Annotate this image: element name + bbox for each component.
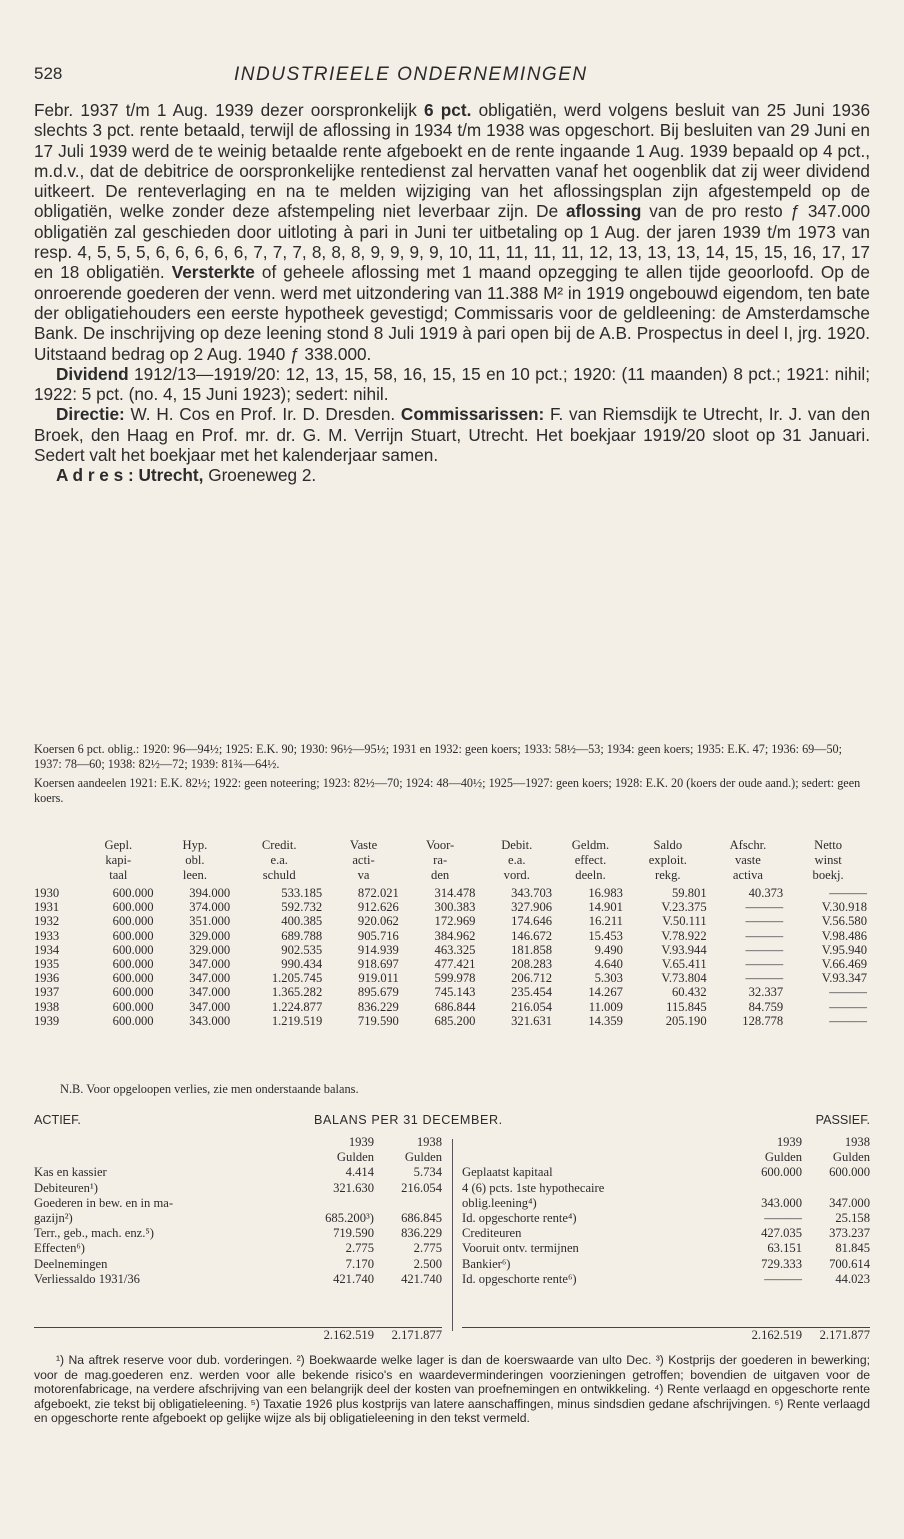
- table-row: [34, 929, 870, 943]
- table-cell: 172.969: [434, 914, 476, 929]
- table-cell: 16.211: [588, 914, 623, 929]
- balance-value-1939: 321.630: [333, 1180, 374, 1195]
- column-divider: [452, 1139, 453, 1331]
- year-cell: 1933: [34, 928, 60, 943]
- footnotes: ¹) Na aftrek reserve voor dub. vorderingen. ²) Boekwaarde welke lager is dan de koerswaarde van ulto Dec. ³) Kostprijs der goederen in bewerking; voor de mag.goederen enz. werden voor alle bekende risico's en waardeverminderingen voorzieningen getroffen; bovendien de uitgaven voor de motorenfabricage, na verdere afschrijving van een belangrijk deel der kosten van proefnemingen en ontwikkeling. ⁴) Rente verlaagd en opgeschorte rente afgeboekt, zie tekst bij obligatieleening. ⁵) Taxatie 1926 plus kostprijs van latere aanschaffingen, minus sindsdien gedane afschrijvingen. ⁶) Rente verlaagd en opgeschorte rente afgeboekt op gelijke wijze als bij obligatieleening in den tekst vermeld.: [34, 1353, 870, 1426]
- balance-label: Goederen in bew. en in ma-: [34, 1195, 174, 1210]
- balance-value-1939: 7.170: [345, 1256, 374, 1271]
- passief-label: PASSIEF.: [815, 1113, 870, 1127]
- table-cell: ———: [829, 1013, 867, 1028]
- balance-label: 4 (6) pcts. 1ste hypothecaire: [462, 1180, 605, 1195]
- table-cell: 600.000: [112, 1013, 154, 1028]
- table-cell: 300.383: [434, 900, 476, 915]
- balance-value-1938: 25.158: [835, 1211, 870, 1226]
- balance-label: Debiteuren¹): [34, 1180, 98, 1195]
- table-row: [34, 886, 870, 900]
- balance-value-1939: 427.035: [761, 1226, 802, 1241]
- balance-label: Geplaatst kapitaal: [462, 1165, 553, 1180]
- paragraph-adres: A d r e s : Utrecht, Groeneweg 2.: [56, 465, 317, 486]
- table-cell: V.50.111: [662, 914, 707, 929]
- passief-row: [462, 1257, 870, 1272]
- body-text: [34, 100, 870, 486]
- table-cell: 600.000: [112, 886, 154, 900]
- balance-value-1938: 421.740: [401, 1271, 442, 1286]
- table-cell: 59.801: [671, 886, 707, 900]
- actief-row: [34, 1211, 442, 1226]
- passief-row: [462, 1181, 870, 1196]
- running-head: INDUSTRIEELE ONDERNEMINGEN: [234, 64, 588, 85]
- actief-total: 2.162.519 2.171.877: [34, 1327, 442, 1343]
- balance-label: Crediteuren: [462, 1226, 522, 1241]
- table-cell: 902.535: [281, 942, 323, 957]
- table-cell: 745.143: [434, 985, 476, 1000]
- balance-label: gazijn²): [34, 1211, 73, 1226]
- table-cell: 600.000: [112, 928, 154, 943]
- balance-value-1938: 600.000: [829, 1165, 870, 1180]
- year-cell: 1938: [34, 999, 60, 1014]
- balance-value-1938: 5.734: [413, 1165, 442, 1180]
- table-cell: 347.000: [189, 957, 231, 972]
- table-cell: ———: [745, 957, 784, 972]
- table-header: Afschr. vaste activa: [729, 838, 767, 882]
- actief-row: [34, 1257, 442, 1272]
- table-cell: 600.000: [112, 914, 154, 929]
- table-cell: ———: [745, 900, 784, 915]
- balance-value-1939: 685.200³): [325, 1211, 374, 1226]
- table-cell: 32.337: [748, 985, 784, 1000]
- balance-sheet: [34, 1113, 870, 1353]
- table-cell: 990.434: [281, 957, 323, 972]
- table-cell: 329.000: [189, 942, 231, 957]
- balance-label: Terr., geb., mach. enz.⁵): [34, 1226, 154, 1241]
- table-row: [34, 943, 870, 957]
- page-header: [34, 64, 870, 88]
- balance-label: Deelnemingen: [34, 1256, 108, 1271]
- table-row: [34, 1000, 870, 1014]
- table-cell: ———: [745, 914, 784, 929]
- table-cell: 347.000: [189, 985, 231, 1000]
- table-cell: 40.373: [748, 886, 784, 900]
- year-cell: 1937: [34, 985, 60, 1000]
- table-cell: 600.000: [112, 942, 154, 957]
- table-cell: 14.359: [588, 1013, 623, 1028]
- table-cell: V.95.940: [821, 942, 867, 957]
- balance-label: oblig.leening⁴): [462, 1195, 537, 1210]
- table-cell: 4.640: [594, 957, 623, 972]
- passief-row: [462, 1165, 870, 1180]
- table-cell: 394.000: [189, 886, 231, 900]
- actief-row: [34, 1272, 442, 1287]
- table-cell: 14.267: [588, 985, 623, 1000]
- table-cell: 206.712: [511, 971, 553, 986]
- koersen-section: [34, 742, 870, 810]
- balance-value-1938: 373.237: [829, 1226, 870, 1241]
- balance-label: Effecten⁶): [34, 1241, 86, 1256]
- table-header: Voor- ra- den: [426, 838, 455, 882]
- financial-table: [34, 838, 870, 1028]
- balance-label: Verliessaldo 1931/36: [34, 1271, 140, 1286]
- table-cell: 347.000: [189, 971, 231, 986]
- table-cell: 208.283: [511, 957, 553, 972]
- balance-value-1939: 729.333: [761, 1256, 802, 1271]
- table-cell: V.93.347: [821, 971, 867, 986]
- table-cell: 600.000: [112, 971, 154, 986]
- table-cell: 600.000: [112, 999, 154, 1014]
- table-row: [34, 914, 870, 928]
- balance-value-1939: 719.590: [333, 1226, 374, 1241]
- table-cell: 84.759: [748, 999, 784, 1014]
- balance-value-1939: ———: [764, 1271, 802, 1286]
- balance-value-1939: 343.000: [761, 1195, 802, 1210]
- balance-value-1938: 2.775: [413, 1241, 442, 1256]
- table-header: Geldm. effect. deeln.: [571, 838, 610, 882]
- table-cell: 689.788: [281, 928, 323, 943]
- table-row: [34, 957, 870, 971]
- table-cell: V.73.804: [661, 971, 707, 986]
- balance-label: Id. opgeschorte rente⁶): [462, 1271, 577, 1286]
- table-cell: 1.219.519: [271, 1013, 323, 1028]
- table-cell: 146.672: [511, 928, 553, 943]
- table-cell: 216.054: [511, 999, 553, 1014]
- page-number: 528: [34, 64, 63, 83]
- balance-value-1939: ———: [764, 1211, 802, 1226]
- table-cell: 174.646: [511, 914, 553, 929]
- table-cell: 16.983: [588, 886, 623, 900]
- table-cell: V.66.469: [821, 957, 867, 972]
- table-cell: 1.365.282: [271, 985, 323, 1000]
- table-cell: ———: [745, 942, 784, 957]
- table-cell: 314.478: [434, 886, 476, 900]
- table-cell: 918.697: [357, 957, 399, 972]
- table-cell: 321.631: [511, 1013, 553, 1028]
- year-cell: 1939: [34, 1013, 60, 1028]
- table-cell: 905.716: [357, 928, 399, 943]
- table-cell: 327.906: [511, 900, 553, 915]
- table-cell: 9.490: [594, 942, 623, 957]
- table-header: Hyp. obl. leen.: [182, 838, 208, 882]
- table-cell: 60.432: [671, 985, 707, 1000]
- balance-value-1939: [308, 1196, 374, 1211]
- table-cell: 347.000: [189, 999, 231, 1014]
- balance-label: Vooruit ontv. termijnen: [462, 1241, 579, 1256]
- balance-heading: [34, 1113, 870, 1131]
- table-cell: V.93.944: [661, 942, 707, 957]
- table-cell: 912.626: [357, 900, 399, 915]
- year-cell: 1932: [34, 914, 60, 929]
- balance-value-1938: 81.845: [835, 1241, 870, 1256]
- balance-label: Kas en kassier: [34, 1165, 107, 1180]
- table-cell: 477.421: [434, 957, 476, 972]
- balance-value-1938: 700.614: [829, 1256, 870, 1271]
- table-cell: 374.000: [189, 900, 231, 915]
- year-header: [34, 838, 80, 886]
- table-cell: 11.009: [588, 999, 623, 1014]
- table-row: [34, 1014, 870, 1028]
- table-cell: 919.011: [358, 971, 399, 986]
- table-cell: 5.303: [594, 971, 623, 986]
- balance-value-1938: 216.054: [401, 1180, 442, 1195]
- passief-row: [462, 1272, 870, 1287]
- table-body: [34, 886, 870, 1028]
- actief-label: ACTIEF.: [34, 1113, 81, 1127]
- table-header: Gepl. kapi- taal: [104, 838, 133, 882]
- table-cell: 343.000: [189, 1013, 231, 1028]
- table-row: [34, 985, 870, 999]
- table-cell: V.98.486: [821, 928, 867, 943]
- balance-value-1939: 4.414: [345, 1165, 374, 1180]
- table-cell: V.65.411: [661, 957, 707, 972]
- table-header: Saldo exploit. rekg.: [648, 838, 687, 882]
- year-cell: 1931: [34, 900, 60, 915]
- table-cell: 115.845: [666, 999, 707, 1014]
- table-cell: ———: [829, 886, 867, 900]
- nb-note: N.B. Voor opgeloopen verlies, zie men onderstaande balans.: [60, 1082, 359, 1096]
- table-cell: 1.224.877: [271, 999, 323, 1014]
- table-cell: 920.062: [357, 914, 399, 929]
- balance-value-1938: 836.229: [401, 1226, 442, 1241]
- table-cell: 343.703: [511, 886, 553, 900]
- balance-label: Id. opgeschorte rente⁴): [462, 1211, 577, 1226]
- actief-column: 1939 1938 Gulden Gulden Kas en kassier 4.414 5.734 Debiteuren¹) 321.630 216.054 Goederen in bew. en in ma- gazijn²) 685.200³) 686.845 Terr., geb., mach. enz.⁵) 719.590 836.229 Effecten⁶) 2.775 2.775 Deelnemingen 7.170 2.500 Verliessaldo 1931/36 421.740 421.740: [34, 1135, 442, 1286]
- table-cell: 15.453: [588, 928, 623, 943]
- year-cell: 1936: [34, 971, 60, 986]
- paragraph-directie: Directie: W. H. Cos en Prof. Ir. D. Dresden. Commissarissen: F. van Riemsdijk te Utrecht, Ir. J. van den Broek, den Haag en Prof. mr. dr. G. M. Verrijn Stuart, Utrecht. Het boekjaar 1919/20 sloot op 31 Januari. Sedert valt het boekjaar met het kalenderjaar samen.: [34, 404, 871, 466]
- actief-row: [34, 1241, 442, 1256]
- balance-value-1938: 686.845: [401, 1211, 442, 1226]
- balance-value-1938: 44.023: [835, 1271, 870, 1286]
- year-cell: 1935: [34, 957, 60, 972]
- actief-row: [34, 1226, 442, 1241]
- table-cell: 872.021: [357, 886, 399, 900]
- table-row: [34, 900, 870, 914]
- balance-value-1939: [736, 1181, 802, 1196]
- table-cell: V.56.580: [821, 914, 867, 929]
- year-cell: 1930: [34, 886, 60, 900]
- table-cell: 686.844: [434, 999, 476, 1014]
- table-cell: 205.190: [665, 1013, 707, 1028]
- year-cell: 1934: [34, 942, 60, 957]
- table-header: Credit. e.a. schuld: [261, 838, 297, 882]
- table-cell: 836.229: [357, 999, 399, 1014]
- passief-row: [462, 1226, 870, 1241]
- table-cell: 533.185: [281, 886, 323, 900]
- table-cell: V.30.918: [821, 900, 867, 915]
- passief-row: [462, 1196, 870, 1211]
- table-cell: 235.454: [511, 985, 553, 1000]
- passief-row: [462, 1241, 870, 1256]
- table-cell: 329.000: [189, 928, 231, 943]
- table-cell: ———: [829, 985, 867, 1000]
- table-cell: 599.978: [434, 971, 476, 986]
- table-cell: ———: [829, 999, 867, 1014]
- balance-value-1939: 2.775: [345, 1241, 374, 1256]
- table-cell: 685.200: [434, 1013, 476, 1028]
- table-cell: 592.732: [281, 900, 323, 915]
- table-cell: 600.000: [112, 957, 154, 972]
- passief-row: [462, 1211, 870, 1226]
- table-cell: 181.858: [511, 942, 553, 957]
- table-cell: 1.205.745: [271, 971, 323, 986]
- table-header: Debit. e.a. vord.: [501, 838, 533, 882]
- passief-total: 2.162.519 2.171.877: [462, 1327, 870, 1343]
- balance-label: Bankier⁶): [462, 1256, 511, 1271]
- table-cell: 719.590: [357, 1013, 399, 1028]
- actief-row: [34, 1165, 442, 1180]
- table-cell: 384.962: [434, 928, 476, 943]
- passief-column: 1939 1938 Gulden Gulden Geplaatst kapitaal 600.000 600.000 4 (6) pcts. 1ste hypothecaire oblig.leening⁴) 343.000 347.000 Id. opgeschorte rente⁴) ——— 25.158 Crediteuren 427.035 373.237 Vooruit ontv. termijnen 63.151 81.845 Bankier⁶) 729.333 700.614 Id. opgeschorte rente⁶) ——— 44.023: [462, 1135, 870, 1286]
- actief-row: [34, 1181, 442, 1196]
- balance-value-1938: 347.000: [829, 1195, 870, 1210]
- table-header: Netto winst boekj.: [812, 838, 844, 882]
- paragraph-dividend: Dividend 1912/13—1919/20: 12, 13, 15, 58, 16, 15, 15 en 10 pct.; 1920: (11 maanden) 8 pct.; 1921: nihil; 1922: 5 pct. (no. 4, 15 Juni 1923); sedert: nihil.: [34, 363, 870, 405]
- table-cell: ———: [745, 928, 784, 943]
- table-cell: ———: [745, 971, 784, 986]
- table-row: [34, 971, 870, 985]
- koersen-aandeelen: Koersen aandeelen 1921: E.K. 82½; 1922: geen noteering; 1923: 82½—70; 1924: 48—40½; 1925—1927: geen koers; 1928: E.K. 20 (koers der oude aand.); sedert: geen koers.: [34, 776, 861, 805]
- table-cell: 600.000: [112, 900, 154, 915]
- balance-value-1939: 600.000: [761, 1165, 802, 1180]
- balance-title: BALANS PER 31 DECEMBER.: [314, 1113, 503, 1127]
- table-cell: 400.385: [281, 914, 323, 929]
- table-cell: V.78.922: [661, 928, 707, 943]
- balance-value-1939: 421.740: [333, 1271, 374, 1286]
- koersen-obligaties: Koersen 6 pct. oblig.: 1920: 96—94½; 1925: E.K. 90; 1930: 96½—95½; 1931 en 1932: geen koers; 1933: 58½—53; 1934: geen koers; 1935: E.K. 47; 1936: 69—50; 1937: 78—60; 1938: 82½—72; 1939: 81¾—64½.: [34, 742, 843, 771]
- table-cell: 351.000: [189, 914, 231, 929]
- table-cell: 600.000: [112, 985, 154, 1000]
- balance-value-1938: [374, 1196, 442, 1211]
- balance-value-1939: 63.151: [767, 1241, 802, 1256]
- table-cell: 895.679: [357, 985, 399, 1000]
- paragraph-obligatien: Febr. 1937 t/m 1 Aug. 1939 dezer oorspronkelijk 6 pct. obligatiën, werd volgens besluit van 25 Juni 1936 slechts 3 pct. rente betaald, terwijl de aflossing in 1934 t/m 1938 was opgeschort. Bij besluiten van 29 Juni en 17 Juli 1939 werd de te weinig betaalde rente afgeboekt en de rente ingaande 1 Aug. 1939 bepaald op 4 pct., m.d.v., dat de debitrice de oorspronkelijke rentedienst zal hervatten vanaf het oogenblik dat zij weer dividend uitkeert. De renteverlaging en na te melden wijziging van het aflossingsplan zijn afgestempeld op de obligatiën, welke zonder deze afstempeling niet leverbaar zijn. De aflossing van de pro resto ƒ 347.000 obligatiën zal geschieden door uitloting à pari in Juni ter uitbetaling op 1 Aug. der jaren 1939 t/m 1973 van resp. 4, 5, 5, 5, 6, 6, 6, 6, 6, 7, 7, 7, 8, 8, 8, 9, 9, 9, 9, 10, 11, 11, 11, 11, 12, 13, 13, 13, 14, 15, 15, 16, 17, 17 en 18 obligatiën. Versterkte of geheele aflossing met 1 maand opzegging te allen tijde geoorloofd. Op de onroerende goederen der venn. werd met uitzondering van 11.388 M² in 1919 ongebouwd eigendom, ten bate der obligatiehouders een eerste hypotheek gevestigd; Commissaris voor de geldleening: de Amsterdamsche Bank. De inschrijving op deze leening stond 8 Juli 1919 à pari open bij de A.B. Prospectus in deel I, jrg. 1920. Uitstaand bedrag op 2 Aug. 1940 ƒ 338.000.: [34, 100, 871, 364]
- actief-row: [34, 1196, 442, 1211]
- table-cell: 128.778: [742, 1013, 784, 1028]
- table-cell: 914.939: [357, 942, 399, 957]
- balance-value-1938: [802, 1181, 870, 1196]
- table-cell: 463.325: [434, 942, 476, 957]
- balance-value-1938: 2.500: [413, 1256, 442, 1271]
- table-header: Vaste acti- va: [349, 838, 378, 882]
- table-cell: V.23.375: [661, 900, 707, 915]
- table-cell: 14.901: [588, 900, 623, 915]
